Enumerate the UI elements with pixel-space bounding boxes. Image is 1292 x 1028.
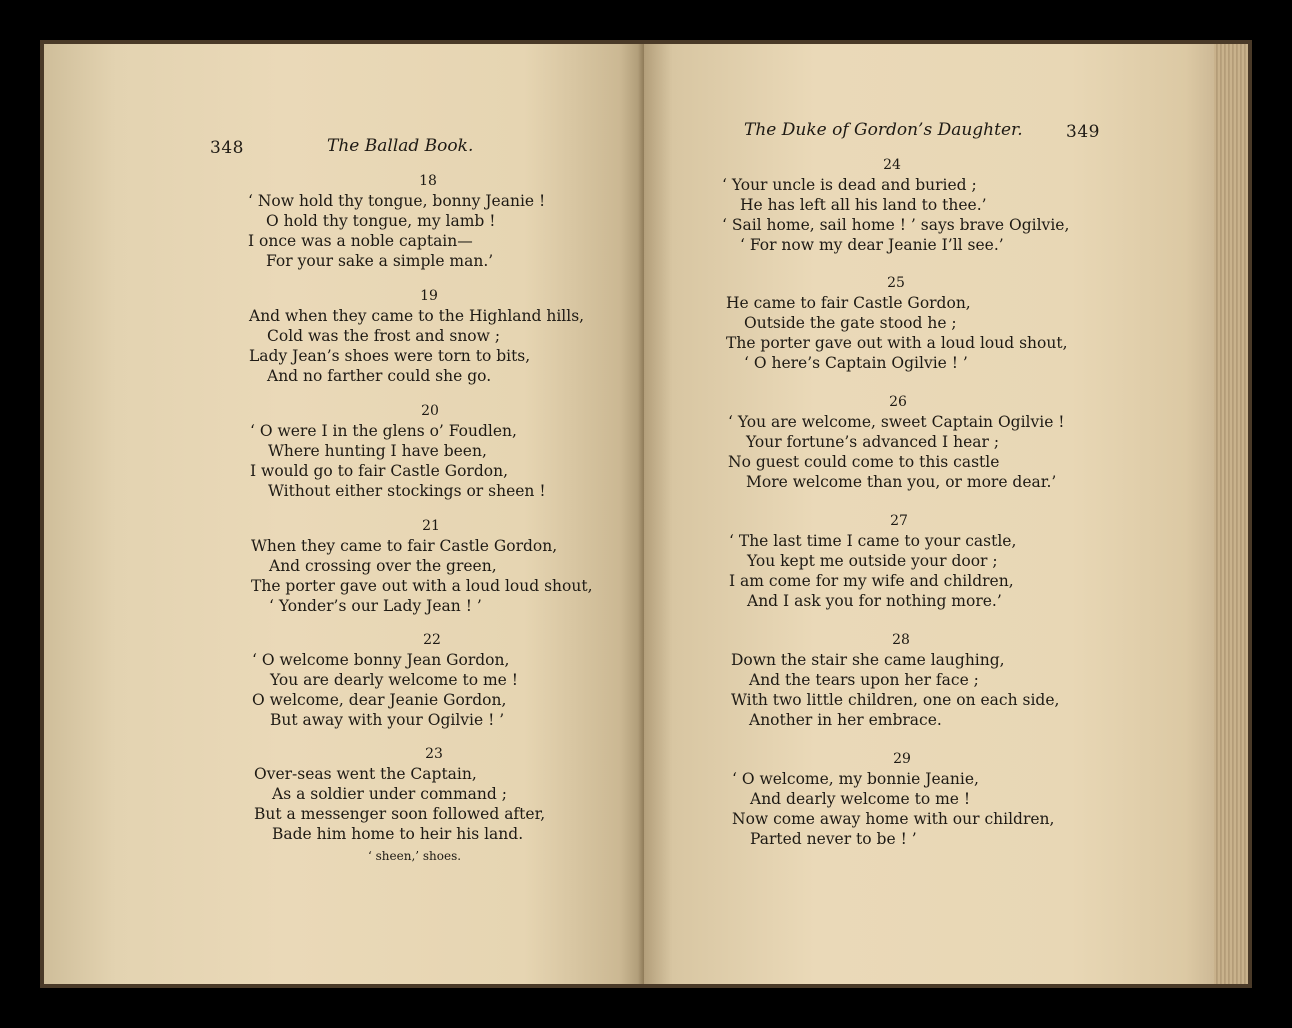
stanza-20	[250, 402, 610, 501]
verse-line: Your fortune’s advanced I hear ;	[746, 433, 1000, 451]
verse-line: And no farther could she go.	[267, 367, 492, 385]
verse-line: The porter gave out with a loud loud shout,	[726, 334, 1068, 352]
verse-line: Without either stockings or sheen !	[268, 482, 546, 500]
footnote: ‘ sheen,’ shoes.	[368, 849, 462, 863]
stanza-21	[251, 517, 611, 616]
verse-line: But a messenger soon followed after,	[254, 805, 546, 823]
verse-line: ‘ You are welcome, sweet Captain Ogilvie !	[728, 413, 1065, 431]
left-page-number: 348	[210, 138, 244, 158]
verse-line: Lady Jean’s shoes were torn to bits,	[249, 347, 531, 365]
verse-line: And dearly welcome to me !	[750, 790, 971, 808]
stanza-number: 23	[425, 746, 443, 762]
verse-line: I would go to fair Castle Gordon,	[250, 462, 509, 480]
stanza-number: 29	[893, 751, 911, 767]
stanza-18	[248, 172, 608, 271]
verse-line: With two little children, one on each side,	[731, 691, 1060, 709]
verse-line: And when they came to the Highland hills,	[249, 307, 585, 325]
stanza-22	[252, 631, 612, 730]
stanza-25	[726, 274, 1066, 373]
verse-line: ‘ O here’s Captain Ogilvie ! ’	[744, 354, 968, 372]
stanza-number: 25	[887, 275, 905, 291]
stanza-number: 22	[423, 632, 441, 648]
verse-line: More welcome than you, or more dear.’	[746, 473, 1057, 491]
verse-line: ‘ For now my dear Jeanie I’ll see.’	[740, 236, 1004, 254]
verse-line: ‘ Yonder’s our Lady Jean ! ’	[269, 597, 482, 615]
verse-line: But away with your Ogilvie ! ’	[270, 711, 505, 729]
verse-line: O welcome, dear Jeanie Gordon,	[252, 691, 507, 709]
verse-line: And crossing over the green,	[269, 557, 497, 575]
left-running-title: The Ballad Book.	[327, 136, 474, 156]
stanza-number: 19	[420, 288, 438, 304]
verse-line: ‘ Your uncle is dead and buried ;	[722, 176, 977, 194]
right-running-title: The Duke of Gordon’s Daughter.	[744, 120, 1023, 140]
verse-line: Bade him home to heir his land.	[272, 825, 524, 843]
stanza-number: 28	[892, 632, 910, 648]
verse-line: I once was a noble captain—	[248, 232, 473, 250]
verse-line: When they came to fair Castle Gordon,	[251, 537, 558, 555]
right-page-number: 349	[1066, 122, 1100, 142]
page-edges	[1214, 44, 1248, 984]
stanza-28	[731, 631, 1071, 730]
verse-line: The porter gave out with a loud loud shout,	[251, 577, 593, 595]
stanza-24	[722, 156, 1070, 255]
stanza-29	[732, 750, 1072, 849]
verse-line: O hold thy tongue, my lamb !	[266, 212, 496, 230]
verse-line: Where hunting I have been,	[268, 442, 487, 460]
verse-line: He came to fair Castle Gordon,	[726, 294, 971, 312]
verse-line: ‘ O welcome, my bonnie Jeanie,	[732, 770, 979, 788]
verse-line: As a soldier under command ;	[272, 785, 507, 803]
verse-line: No guest could come to this castle	[728, 453, 1000, 471]
verse-line: For your sake a simple man.’	[266, 252, 494, 270]
verse-line: ‘ Sail home, sail home ! ’ says brave Ogilvie,	[722, 216, 1070, 234]
verse-line: Now come away home with our children,	[732, 810, 1055, 828]
stanza-number: 21	[422, 518, 440, 534]
verse-line: ‘ O welcome bonny Jean Gordon,	[252, 651, 510, 669]
verse-line: And I ask you for nothing more.’	[747, 592, 1002, 610]
right-page	[644, 44, 1214, 984]
left-page	[44, 44, 644, 984]
stanza-23	[254, 745, 614, 844]
verse-line: Down the stair she came laughing,	[731, 651, 1005, 669]
stanza-number: 20	[421, 403, 439, 419]
verse-line: Cold was the frost and snow ;	[267, 327, 501, 345]
verse-line: ‘ O were I in the glens o’ Foudlen,	[250, 422, 517, 440]
verse-line: He has left all his land to thee.’	[740, 196, 987, 214]
verse-line: I am come for my wife and children,	[729, 572, 1014, 590]
stanza-19	[249, 287, 609, 386]
stanza-26	[728, 393, 1068, 492]
verse-line: Parted never to be ! ’	[750, 830, 917, 848]
verse-line: You are dearly welcome to me !	[270, 671, 518, 689]
verse-line: ‘ The last time I came to your castle,	[729, 532, 1017, 550]
verse-line: Outside the gate stood he ;	[744, 314, 957, 332]
stanza-number: 26	[889, 394, 907, 410]
verse-line: You kept me outside your door ;	[747, 552, 998, 570]
open-book	[40, 40, 1252, 988]
stanza-number: 27	[890, 513, 908, 529]
stanza-number: 24	[883, 157, 901, 173]
stanza-27	[729, 512, 1069, 611]
verse-line: And the tears upon her face ;	[749, 671, 979, 689]
verse-line: Over-seas went the Captain,	[254, 765, 477, 783]
verse-line: ‘ Now hold thy tongue, bonny Jeanie !	[248, 192, 546, 210]
stanza-number: 18	[419, 173, 437, 189]
verse-line: Another in her embrace.	[749, 711, 942, 729]
